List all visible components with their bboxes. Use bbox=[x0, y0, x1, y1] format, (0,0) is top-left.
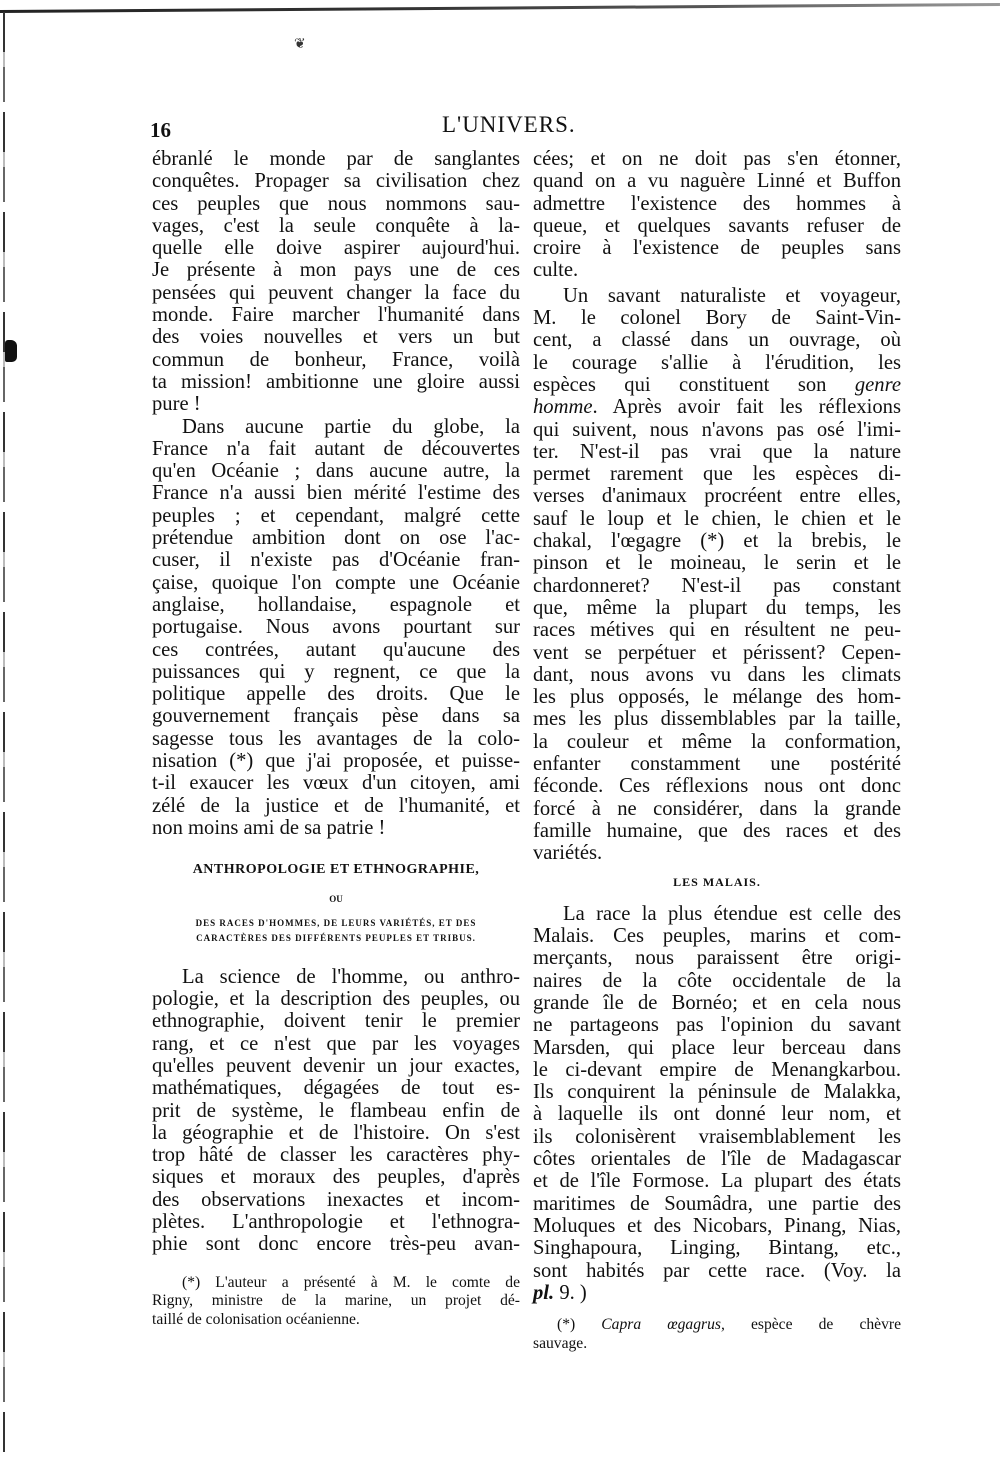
scan-edge-left bbox=[3, 12, 5, 1452]
text-line: Rigny, ministre de la marine, un projet dé- bbox=[152, 1292, 520, 1310]
text-line: Ils conquirent la péninsule de Malakka, bbox=[533, 1081, 901, 1104]
text-line: taillé de colonisation océanienne. bbox=[152, 1310, 360, 1328]
text-line: sont habités par cette race. (Voy. la bbox=[533, 1259, 901, 1282]
italic-term: Capra œgagrus, bbox=[601, 1316, 725, 1334]
paragraph bbox=[533, 148, 901, 282]
text-line: naires de la côte occidentale de la bbox=[533, 969, 901, 992]
paragraph bbox=[533, 285, 901, 865]
text-line: Moluques et des Nicobars, Pinang, Nias, bbox=[533, 1214, 901, 1237]
text-line bbox=[533, 396, 901, 418]
text-line: quand on a vu naguère Linné et Buffon bbox=[533, 170, 901, 193]
text-line: culte. bbox=[533, 259, 579, 282]
text-line: politique appelle des droits. Que le bbox=[152, 683, 520, 706]
text-line: ces peuples que nous nommons sau- bbox=[152, 192, 520, 215]
text-line: nisation (*) que j'ai proposée, et puisse- bbox=[152, 750, 520, 773]
paragraph bbox=[152, 416, 520, 840]
text-line: sagesse tous les avantages de la colo- bbox=[152, 727, 520, 750]
text-line: trop hâté de classer les caractères phy- bbox=[152, 1144, 520, 1167]
text-line: phie sont donc encore très-peu avan- bbox=[152, 1233, 520, 1256]
text-segment: espèce de chèvre bbox=[724, 1316, 901, 1334]
text-line: ébranlé le monde par de sanglantes bbox=[152, 148, 520, 170]
text-line: vent se perpétuer et périssent? Cepen- bbox=[533, 641, 901, 664]
text-line: mathématiques, dégagées de tout es- bbox=[152, 1077, 520, 1100]
text-line: puissances qui y regnent, ce que la bbox=[152, 660, 520, 683]
text-segment: . Après avoir fait les réflexions bbox=[592, 396, 901, 419]
text-line: queue, et quelques savants refuser de bbox=[533, 214, 901, 237]
text-line: pologie, et la description des peuples, ou bbox=[152, 988, 520, 1011]
italic-term: pl. bbox=[533, 1281, 555, 1304]
text-line: (*) L'auteur a présenté à M. le comte de bbox=[182, 1273, 520, 1291]
text-line: les plus opposés, le mélange des hom- bbox=[533, 686, 901, 709]
text-line: prétendue ambition dont on ose l'ac- bbox=[152, 527, 520, 550]
text-line: La science de l'homme, ou anthro- bbox=[182, 965, 520, 988]
footnote bbox=[533, 1316, 901, 1353]
text-line: Dans aucune partie du globe, la bbox=[182, 415, 520, 438]
running-title: L'UNIVERS. bbox=[442, 112, 576, 137]
text-line: prit de système, le flambeau enfin de bbox=[152, 1099, 520, 1122]
section-connector: OU bbox=[329, 893, 343, 904]
section-heading: ANTHROPOLOGIE ET ETHNOGRAPHIE, bbox=[192, 862, 480, 878]
right-column bbox=[533, 148, 901, 1353]
text-line: forcé à ne considérer, dans la grande bbox=[533, 797, 901, 820]
text-line: féconde. Ces réflexions nous ont donc bbox=[533, 775, 901, 798]
section-subtitle bbox=[152, 916, 520, 946]
text-line: la couleur et même la conformation, bbox=[533, 730, 901, 753]
text-line: monde. Faire marcher l'humanité dans bbox=[152, 304, 520, 327]
footnote-marker: (*) bbox=[557, 1316, 602, 1334]
text-line: variétés. bbox=[533, 842, 603, 865]
ornament-icon: ❦ bbox=[294, 37, 306, 52]
italic-term: homme bbox=[533, 396, 593, 419]
text-line: ne partageons pas l'opinion du savant bbox=[533, 1014, 901, 1037]
text-line: races métives qui en résultent ne peu- bbox=[533, 619, 901, 642]
text-segment: 9. ) bbox=[554, 1281, 587, 1304]
text-line: ta mission! ambitionne une gloire aussi bbox=[152, 370, 520, 393]
text-line: la géographie et de l'histoire. On s'est bbox=[152, 1121, 520, 1144]
text-line: sauf le loup et le chien, le chien et le bbox=[533, 507, 901, 530]
text-line: et de l'île Formose. La plupart des états bbox=[533, 1170, 901, 1193]
text-line: quelle elle doive aspirer aujourd'hui. bbox=[152, 237, 520, 260]
text-line: t-il exaucer les vœux d'un citoyen, ami bbox=[152, 772, 520, 795]
text-line: famille humaine, que des races et des bbox=[533, 819, 901, 842]
text-line: cent, a classé dans un ouvrage, où bbox=[533, 329, 901, 352]
text-line: des observations inexactes et incom- bbox=[152, 1188, 520, 1211]
text-line: qu'en Océanie ; dans aucune autre, la bbox=[152, 460, 520, 483]
text-line: mes les plus dissemblables par la taille, bbox=[533, 708, 901, 731]
paragraph bbox=[152, 966, 520, 1256]
text-line: ter. N'est-il pas vrai que la nature bbox=[533, 440, 901, 463]
text-line bbox=[533, 1316, 901, 1335]
text-line: permet rarement que les espèces di- bbox=[533, 463, 901, 486]
text-line: croire à l'existence de peuples sans bbox=[533, 237, 901, 260]
footnote bbox=[152, 1274, 520, 1330]
italic-term: genre bbox=[854, 373, 901, 396]
text-line: gouvernement français pèse dans sa bbox=[152, 705, 520, 728]
text-line: zélé de la justice et de l'humanité, et bbox=[152, 794, 520, 817]
text-line: siques et moraux des peuples, d'après bbox=[152, 1166, 520, 1189]
text-line: ils colonisèrent vraisemblablement les bbox=[533, 1125, 901, 1148]
text-line: anglaise, hollandaise, espagnole et bbox=[152, 593, 520, 616]
left-column bbox=[152, 148, 520, 1329]
text-line: Un savant naturaliste et voyageur, bbox=[563, 284, 901, 307]
text-line: des voies nouvelles et vers un but bbox=[152, 326, 520, 349]
text-line: non moins ami de sa patrie ! bbox=[152, 816, 386, 839]
text-line: pensées qui peuvent changer la face du bbox=[152, 281, 520, 304]
text-line: conquêtes. Propager sa civilisation chez bbox=[152, 170, 520, 193]
subtitle-line: CARACTÈRES DES DIFFÉRENTS PEUPLES ET TRIBUS. bbox=[196, 932, 476, 943]
text-line: cuser, il n'existe pas d'Océanie fran- bbox=[152, 549, 520, 572]
text-line: chakal, l'œgagre (*) et la brebis, le bbox=[533, 530, 901, 553]
text-line: que, même la plupart du temps, les bbox=[533, 596, 901, 619]
text-line: qu'elles peuvent devenir un jour exactes, bbox=[152, 1054, 520, 1077]
text-line: Singhapoura, Linging, Bintang, etc., bbox=[533, 1237, 901, 1260]
text-line: portugaise. Nous avons pourtant sur bbox=[152, 616, 520, 639]
text-line: à laquelle ils ont donné leur nom, et bbox=[533, 1103, 901, 1126]
text-line: çaise, quoique l'on compte une Océanie bbox=[152, 571, 520, 594]
text-line: Je présente à mon pays une de ces bbox=[152, 259, 520, 282]
text-line bbox=[533, 1282, 901, 1304]
text-line: France n'a fait autant de découvertes bbox=[152, 437, 520, 460]
text-line: cées; et on ne doit pas s'en étonner, bbox=[533, 148, 901, 170]
text-line: rang, et ce n'est que par les voyages bbox=[152, 1032, 520, 1055]
text-line bbox=[533, 374, 901, 396]
text-line: vages, c'est la seule conquête à la- bbox=[152, 214, 520, 237]
scan-edge-top bbox=[0, 3, 1000, 13]
text-line: qui suivent, nous n'avons pas osé l'imi- bbox=[533, 418, 901, 441]
text-line: pinson et le moineau, le serin et le bbox=[533, 552, 901, 575]
text-line: maritimes de Soumâdra, une partie des bbox=[533, 1192, 901, 1215]
scan-blot bbox=[5, 340, 17, 362]
text-line: pure ! bbox=[152, 393, 201, 416]
text-line: M. le colonel Bory de Saint-Vin- bbox=[533, 307, 901, 330]
text-line: plètes. L'anthropologie et l'ethnogra- bbox=[152, 1211, 520, 1234]
text-line: le courage s'allie à l'érudition, les bbox=[533, 351, 901, 374]
text-line: La race la plus étendue est celle des bbox=[563, 902, 901, 925]
text-line: Malais. Ces peuples, marins et com- bbox=[533, 925, 901, 948]
text-line: enfanter constamment une postérité bbox=[533, 753, 901, 776]
page-number: 16 bbox=[150, 118, 171, 142]
text-line: commun de bonheur, France, voilà bbox=[152, 348, 520, 371]
text-line: chardonneret? N'est-il pas constant bbox=[533, 574, 901, 597]
text-line: France n'a aussi bien mérité l'estime des bbox=[152, 482, 520, 505]
running-head bbox=[150, 112, 910, 142]
text-line: ethnographie, doivent tenir le premier bbox=[152, 1010, 520, 1033]
text-line: sauvage. bbox=[533, 1334, 588, 1352]
text-line: grande île de Bornéo; et en cela nous bbox=[533, 991, 901, 1014]
paragraph bbox=[533, 903, 901, 1304]
text-line: verses d'animaux procréent entre elles, bbox=[533, 485, 901, 508]
text-line: dant, nous avons vu dans les climats bbox=[533, 663, 901, 686]
text-line: admettre l'existence des hommes à bbox=[533, 192, 901, 215]
subtitle-line: DES RACES D'HOMMES, DE LEURS VARIÉTÉS, ET DES bbox=[195, 917, 477, 928]
text-line: merçants, nous paraissent être origi- bbox=[533, 947, 901, 970]
paragraph bbox=[152, 148, 520, 416]
text-line: le ci-devant empire de Menangkarbou. bbox=[533, 1058, 901, 1081]
text-line: côtes orientales de l'île de Madagascar bbox=[533, 1148, 901, 1171]
text-segment: espèces qui constituent son bbox=[533, 373, 827, 396]
text-line: Marsden, qui place leur berceau dans bbox=[533, 1036, 901, 1059]
text-line: peuples ; et cependant, malgré cette bbox=[152, 504, 520, 527]
section-heading: LES MALAIS. bbox=[673, 874, 761, 889]
text-line: ces contrées, autant qu'aucune des bbox=[152, 638, 520, 661]
